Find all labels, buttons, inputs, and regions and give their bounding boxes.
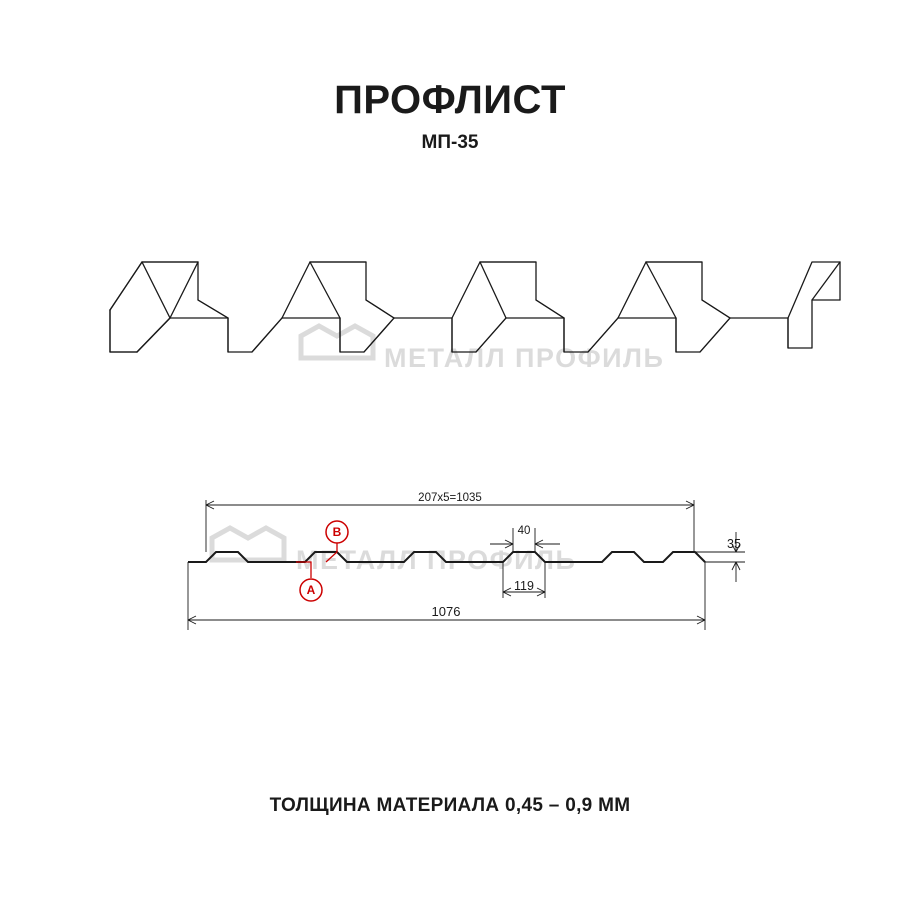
callout-b-label: B <box>332 525 342 539</box>
svg-text:МЕТАЛЛ ПРОФИЛЬ: МЕТАЛЛ ПРОФИЛЬ <box>296 545 577 575</box>
dim-height: 35 <box>727 537 741 551</box>
dim-rib-pitch: 119 <box>514 579 534 593</box>
isometric-profile-view <box>110 262 840 352</box>
watermark-isometric <box>301 326 664 373</box>
svg-text:МЕТАЛЛ ПРОФИЛЬ: МЕТАЛЛ ПРОФИЛЬ <box>384 343 665 373</box>
dim-total-width: 1076 <box>431 604 461 619</box>
page-title: ПРОФЛИСТ <box>334 78 566 122</box>
dim-rib-top: 40 <box>517 525 531 537</box>
model-label: МП-35 <box>421 132 479 153</box>
callout-a-label: A <box>306 583 316 597</box>
material-thickness-note: ТОЛЩИНА МАТЕРИАЛА 0,45 – 0,9 ММ <box>269 795 631 816</box>
dim-overall-span: 207x5=1035 <box>418 492 482 504</box>
